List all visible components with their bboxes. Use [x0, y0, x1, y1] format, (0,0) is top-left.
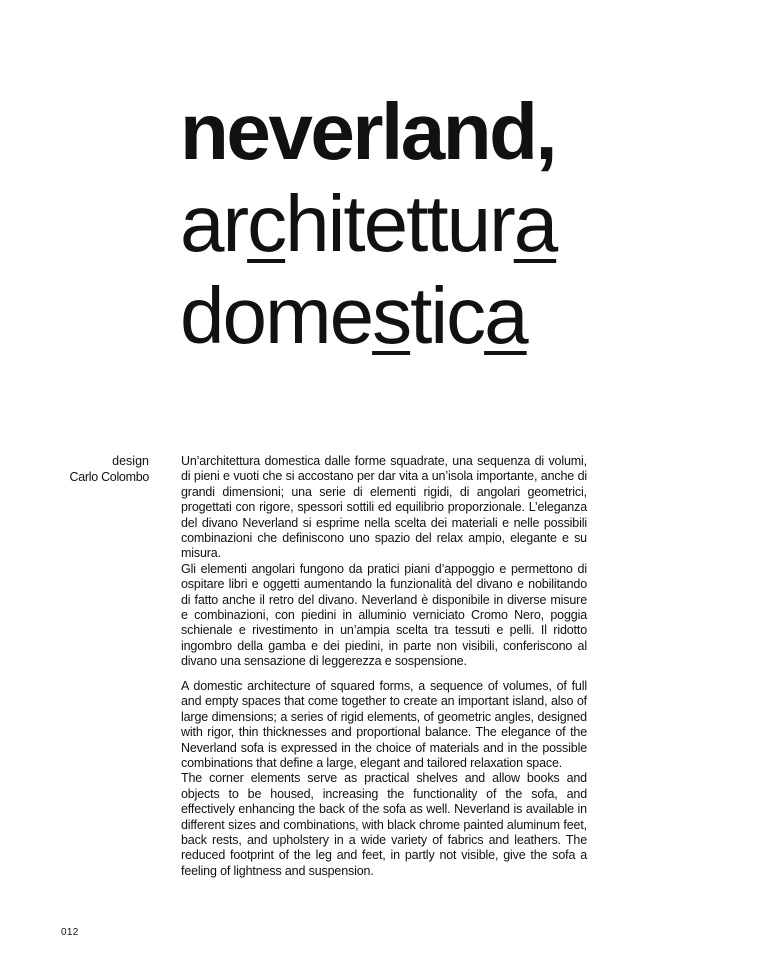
page-number: 012: [61, 927, 79, 938]
page-title: [180, 86, 740, 362]
underlined-letter: a: [484, 271, 527, 360]
title-fragment: dome: [180, 271, 373, 360]
title-fragment: hitettur: [285, 179, 514, 268]
underlined-letter: s: [372, 271, 411, 360]
design-credit: [70, 453, 149, 485]
english-paragraph-1: A domestic architecture of squared forms, a sequence of volumes, of full and empty spaces that come together to create an important island, also of large dimensions; a series of rigid elements, of geometric angles, designed with rigor, thin thicknesses and proportional balance. The elegance of the Neverland sofa is expressed in the choice of materials and in the possible combinations that define a large, elegant and tailored relaxation space.: [181, 679, 587, 771]
italian-text: [181, 454, 587, 670]
designer-name: Carlo Colombo: [69, 470, 149, 484]
title-fragment: tic: [410, 271, 485, 360]
title-line-domestica: [180, 270, 740, 362]
underlined-letter: a: [513, 179, 557, 268]
title-line-architettura: [180, 178, 740, 270]
english-text: [181, 679, 587, 879]
italian-paragraph-1: Un’architettura domestica dalle forme squadrate, una sequenza di volumi, di pieni e vuoti che si accostano per dar vita a un’isola importante, anche di grandi dimensioni; una serie di elementi rigidi, di angolari geometrici, progettati con rigore, spessori sottili ed equilibrio proporzionale. L’eleganza del divano Neverland si esprime nella scelta dei materiali e nelle possibili combinazioni che definiscono uno spazio del relax ampio, elegante e su misura.: [181, 454, 587, 561]
title-line-neverland: neverland,: [180, 87, 556, 176]
english-paragraph-2: The corner elements serve as practical shelves and allow books and objects to be housed, increasing the functionality of the sofa, and effectively enhancing the back of the sofa as well. Neverland is available in different sizes and combinations, with black chrome painted aluminum feet, back rests, and upholstery in a wide variety of fabrics and leathers. The reduced footprint of the leg and feet, in partly not visible, give the sofa a feeling of lightness and suspension.: [181, 771, 587, 878]
underlined-letter: c: [247, 179, 286, 268]
credit-label: design: [112, 454, 149, 468]
title-fragment: ar: [180, 179, 248, 268]
italian-paragraph-2: Gli elementi angolari fungono da pratici piani d’appoggio e permettono di ospitare libri e oggetti aumentando la funzionalità del divano e nobilitando di fatto anche il retro del divano. Neverland è disponibile in diverse misure e combinazioni, con piedini in alluminio verniciato Cromo Nero, poggia schienale e rivestimento in un’ampia scelta tra tessuti e pelli. Il ridotto ingombro della gamba e dei piedini, in parte non visibili, conferiscono al divano una sensazione di leggerezza e sospensione.: [181, 561, 587, 669]
